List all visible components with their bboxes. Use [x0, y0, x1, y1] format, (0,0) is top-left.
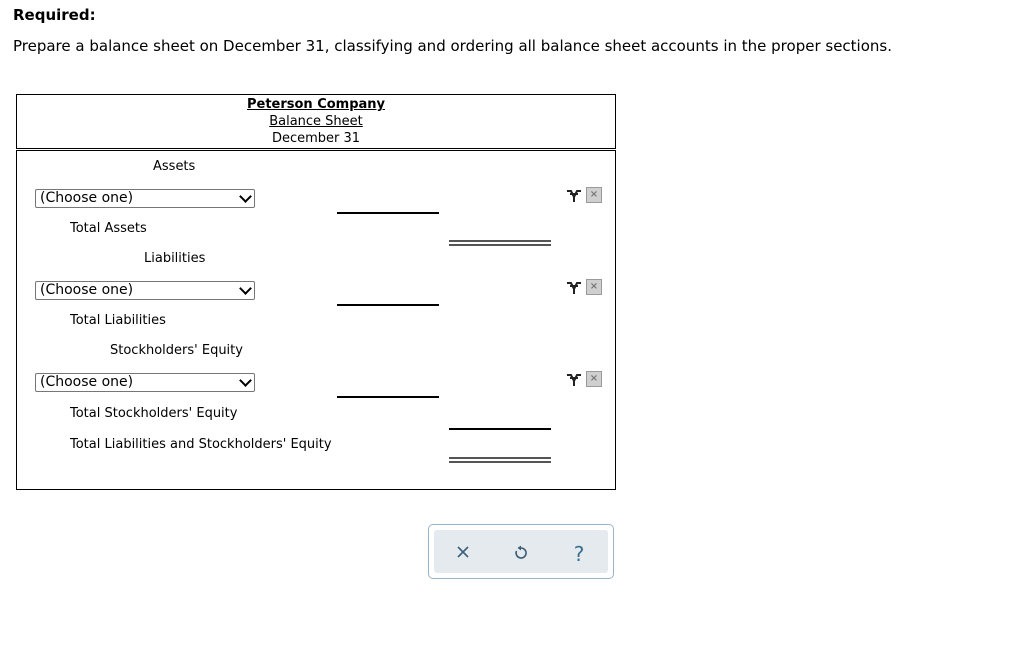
reset-icon: [512, 544, 530, 562]
total-equity-amount-line[interactable]: [449, 428, 551, 430]
total-assets-amount-line[interactable]: [449, 240, 551, 246]
statement-title: Balance Sheet: [269, 114, 363, 129]
clear-button[interactable]: [450, 541, 476, 567]
instruction-text: Prepare a balance sheet on December 31, classifying and ordering all balance sheet accounts in the proper sections.: [13, 37, 892, 55]
balance-sheet-body: [16, 150, 616, 490]
equity-account-select[interactable]: [35, 373, 255, 392]
delete-row-icon[interactable]: ×: [586, 371, 602, 387]
liabilities-amount-line[interactable]: [337, 304, 439, 306]
total-liabilities-label: Total Liabilities: [70, 313, 166, 328]
assets-account-select[interactable]: [35, 189, 255, 208]
delete-row-icon[interactable]: ×: [586, 187, 602, 203]
equity-amount-line[interactable]: [337, 396, 439, 398]
equity-select-value: (Choose one): [40, 374, 134, 390]
help-button[interactable]: ?: [573, 542, 585, 566]
assets-amount-line[interactable]: [337, 212, 439, 214]
add-row-icon[interactable]: [565, 188, 583, 204]
liabilities-heading: Liabilities: [144, 251, 206, 266]
chevron-down-icon: [239, 374, 252, 387]
total-liabilities-equity-amount-line[interactable]: [449, 457, 551, 463]
reset-button[interactable]: [508, 541, 534, 567]
liabilities-account-select[interactable]: [35, 281, 255, 300]
assets-heading: Assets: [153, 159, 196, 174]
equity-row-actions: [565, 371, 605, 389]
statement-date: December 31: [271, 131, 361, 146]
add-row-icon[interactable]: [565, 372, 583, 388]
chevron-down-icon: [239, 282, 252, 295]
close-icon: [455, 544, 471, 560]
toolbar-panel: [434, 530, 608, 573]
assets-row-actions: [565, 187, 605, 205]
required-heading: Required:: [13, 6, 96, 24]
company-name: Peterson Company: [246, 97, 386, 112]
liabilities-row-actions: [565, 279, 605, 297]
assets-select-value: (Choose one): [40, 190, 134, 206]
total-liabilities-equity-label: Total Liabilities and Stockholders' Equity: [70, 437, 332, 452]
statement-header: [16, 94, 616, 149]
add-row-icon[interactable]: [565, 280, 583, 296]
equity-heading: Stockholders' Equity: [110, 343, 243, 358]
delete-row-icon[interactable]: ×: [586, 279, 602, 295]
total-assets-label: Total Assets: [70, 221, 147, 236]
liabilities-select-value: (Choose one): [40, 282, 134, 298]
answer-toolbar: [428, 524, 614, 579]
chevron-down-icon: [239, 190, 252, 203]
total-equity-label: Total Stockholders' Equity: [70, 406, 238, 421]
